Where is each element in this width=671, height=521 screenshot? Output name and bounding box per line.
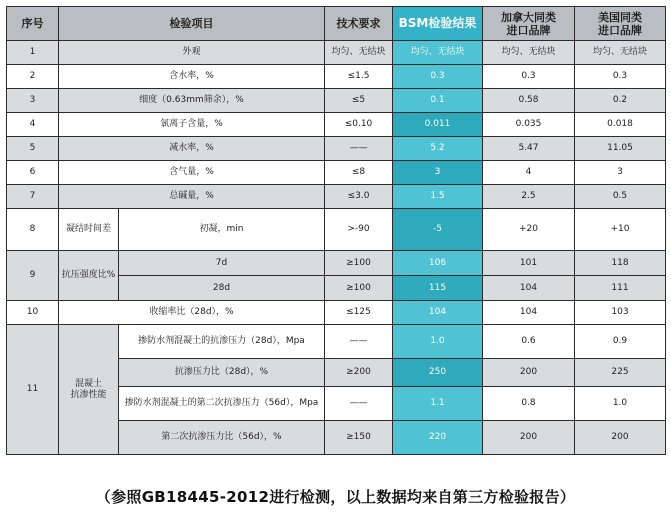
row-usa-value: 118 [575,251,666,276]
row-bsm-value: 220 [393,421,483,455]
header-canada-line1: 加拿大同类 [501,10,556,24]
row-requirement: ≤8 [325,161,393,185]
row-item: 总碱量，% [59,185,325,209]
row-no: 3 [7,89,59,113]
row-bsm-value: 250 [393,359,483,387]
row-canada-value: 0.8 [483,387,575,421]
row-group: 凝结时间差 [59,209,119,251]
row-group-line2: 抗渗性能 [70,389,107,400]
row-group-line1: 混凝土 [74,378,102,389]
row-no: 10 [7,301,59,325]
row-group [59,325,119,455]
row-canada-value: 200 [483,359,575,387]
row-bsm-value: 1.0 [393,325,483,359]
row-usa-value: 225 [575,359,666,387]
row-requirement: ≥100 [325,276,393,301]
row-group: 抗压强度比% [59,251,119,301]
row-bsm-value: 115 [393,276,483,301]
row-usa-value: 111 [575,276,666,301]
header-usa [575,7,666,41]
row-no: 4 [7,113,59,137]
table-row [7,251,666,276]
header-usa-line1: 美国同类 [598,10,642,24]
row-bsm-value: -5 [393,209,483,251]
header-bsm-result: BSM检验结果 [393,7,483,41]
row-item: 初凝，min [119,209,325,251]
row-item: 含水率，% [59,65,325,89]
comparison-table-container [6,6,665,455]
header-requirement: 技术要求 [325,7,393,41]
row-bsm-value: 0.011 [393,113,483,137]
row-requirement: ≥100 [325,251,393,276]
row-requirement: ≥150 [325,421,393,455]
table-row [7,185,666,209]
footnote: （参照GB18445-2012进行检测，以上数据均来自第三方检验报告） [95,488,576,506]
row-canada-value: 101 [483,251,575,276]
row-item: 第二次抗渗压力比（56d），% [119,421,325,455]
row-usa-value: 103 [575,301,666,325]
row-item: 细度（0.63mm筛余），% [59,89,325,113]
row-requirement: ≤0.10 [325,113,393,137]
row-requirement: —— [325,137,393,161]
row-item: 掺防水剂混凝土的第二次抗渗压力（56d），Mpa [119,387,325,421]
row-requirement: ≥200 [325,359,393,387]
header-usa-line2: 进口品牌 [598,23,642,37]
row-no: 9 [7,251,59,301]
row-bsm-value: 106 [393,251,483,276]
row-usa-value: 0.5 [575,185,666,209]
row-item: 收缩率比（28d），% [59,301,325,325]
row-item: 外观 [59,41,325,65]
row-bsm-value: 104 [393,301,483,325]
row-no: 5 [7,137,59,161]
table-row [7,325,666,359]
header-canada-line2: 进口品牌 [506,23,551,37]
row-requirement: ≤1.5 [325,65,393,89]
row-item: 28d [119,276,325,301]
row-canada-value: 5.47 [483,137,575,161]
row-bsm-value: 均匀、无结块 [393,41,483,65]
row-canada-value: 0.58 [483,89,575,113]
row-usa-value: 0.9 [575,325,666,359]
row-usa-value: 200 [575,421,666,455]
header-no: 序号 [7,7,59,41]
row-no: 6 [7,161,59,185]
row-bsm-value: 0.1 [393,89,483,113]
row-no: 7 [7,185,59,209]
row-canada-value: +20 [483,209,575,251]
row-usa-value: 0.3 [575,65,666,89]
row-requirement: —— [325,387,393,421]
row-canada-value: 0.6 [483,325,575,359]
table-row [7,113,666,137]
row-no: 11 [7,325,59,455]
row-canada-value: 4 [483,161,575,185]
row-item: 掺防水剂混凝土的抗渗压力（28d），Mpa [119,325,325,359]
header-row [7,7,666,41]
row-usa-value: 均匀、无结块 [575,41,666,65]
row-canada-value: 0.035 [483,113,575,137]
row-item: 减水率，% [59,137,325,161]
table-row [7,65,666,89]
table-row [7,161,666,185]
row-requirement: 均匀、无结块 [325,41,393,65]
row-usa-value: 1.0 [575,387,666,421]
row-no: 2 [7,65,59,89]
row-usa-value: 3 [575,161,666,185]
row-requirement: —— [325,325,393,359]
row-bsm-value: 1.1 [393,387,483,421]
row-usa-value: 0.2 [575,89,666,113]
row-no: 8 [7,209,59,251]
row-canada-value: 104 [483,276,575,301]
row-usa-value: +10 [575,209,666,251]
row-item: 含气量，% [59,161,325,185]
row-item: 抗渗压力比（28d），% [119,359,325,387]
table-row [7,137,666,161]
row-bsm-value: 0.3 [393,65,483,89]
comparison-table [6,6,666,455]
row-usa-value: 11.05 [575,137,666,161]
row-bsm-value: 5.2 [393,137,483,161]
row-item: 7d [119,251,325,276]
row-requirement: >-90 [325,209,393,251]
header-canada [483,7,575,41]
row-canada-value: 均匀、无结块 [483,41,575,65]
header-item: 检验项目 [59,7,325,41]
table-row [7,89,666,113]
table-row [7,41,666,65]
row-canada-value: 2.5 [483,185,575,209]
row-item: 氯离子含量，% [59,113,325,137]
row-bsm-value: 1.5 [393,185,483,209]
row-bsm-value: 3 [393,161,483,185]
row-canada-value: 104 [483,301,575,325]
row-requirement: ≤125 [325,301,393,325]
row-canada-value: 0.3 [483,65,575,89]
row-usa-value: 0.018 [575,113,666,137]
table-row [7,301,666,325]
table-row [7,209,666,251]
row-requirement: ≤3.0 [325,185,393,209]
row-canada-value: 200 [483,421,575,455]
row-requirement: ≤5 [325,89,393,113]
row-no: 1 [7,41,59,65]
